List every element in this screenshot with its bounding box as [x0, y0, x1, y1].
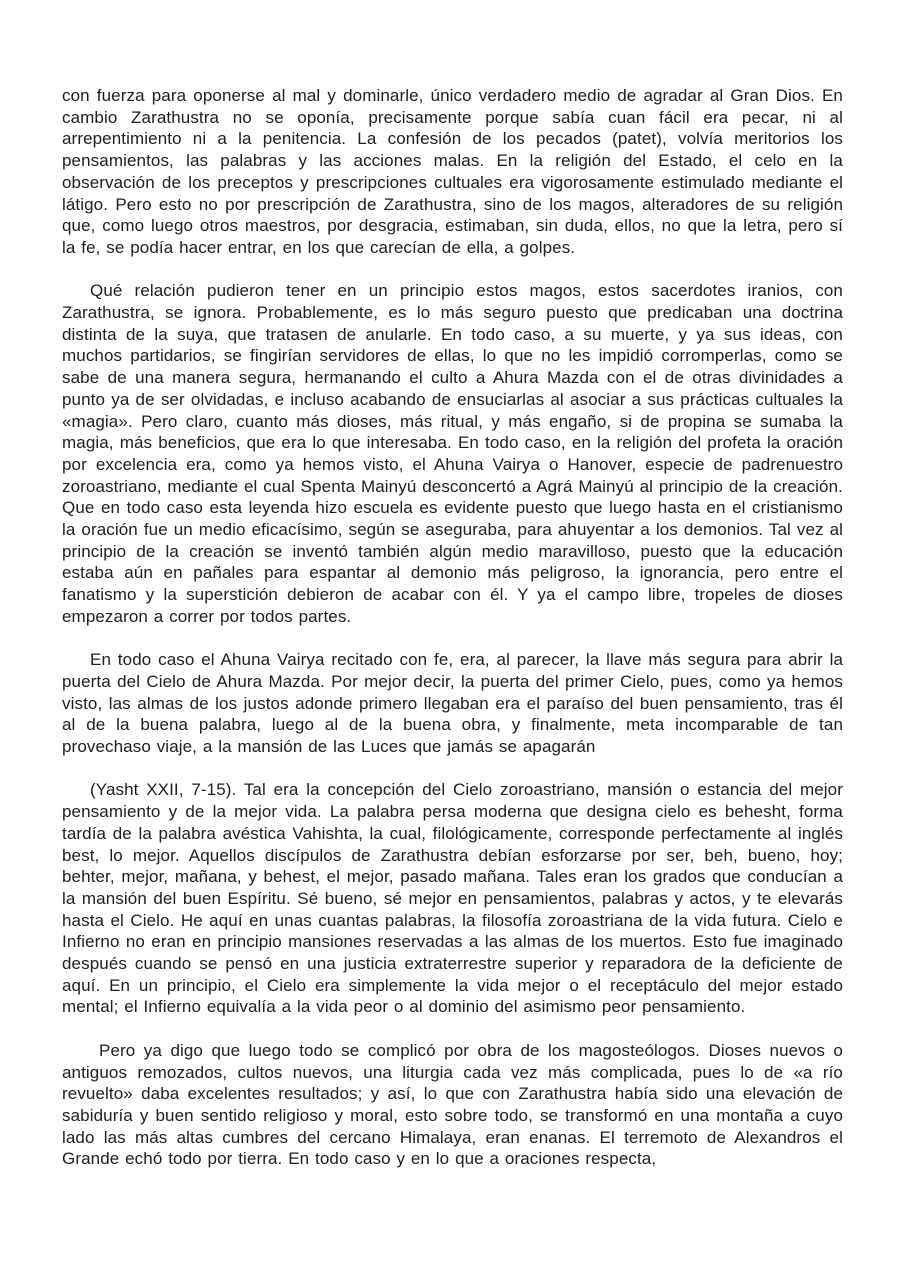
text-column — [62, 85, 843, 1170]
paragraph: En todo caso el Ahuna Vairya recitado con fe, era, al parecer, la llave más segura para abrir la puerta del Cielo de Ahura Mazda. Por mejor decir, la puerta del primer Cielo, pues, como ya hemos visto, las almas de los justos adonde primero llegaban era el paraíso del buen pensamiento, tras él al de la buena palabra, luego al de la buena obra, y finalmente, meta incomparable de tan provechaso viaje, a la mansión de las Luces que jamás se apagarán — [62, 650, 843, 757]
paragraph: Qué relación pudieron tener en un principio estos magos, estos sacerdotes iranios, con Zarathustra, se ignora. Probablemente, es lo más seguro puesto que predicaban una doctrina distinta de la suya, que tratasen de anularle. En todo caso, a su muerte, y ya sus ideas, con muchos partidarios, se fingirían servidores de ellas, lo que no les impidió corromperlas, como se sabe de una manera segura, hermanando el culto a Ahura Mazda con el de otras divinidades a punto ya de ser olvidadas, e incluso acabando de ensuciarlas al asociar a sus prácticas cultuales la «magia». Pero claro, cuanto más dioses, más ritual, y más engaño, si de propina se sumaba la magia, más beneficios, que era lo que interesaba. En todo caso, en la religión del profeta la oración por excelencia era, como ya hemos visto, el Ahuna Vairya o Hanover, especie de padrenuestro zoroastriano, mediante el cual Spenta Mainyú desconcertó a Agrá Mainyú al principio de la creación. Que en todo caso esta leyenda hizo escuela es evidente puesto que luego hasta en el cristianismo la oración fue un medio eficacísimo, según se aseguraba, para ahuyentar a los demonios. Tal vez al principio de la creación se inventó también algún medio maravilloso, puesto que la educación estaba aún en pañales para espantar al demonio más peligroso, la ignorancia, pero entre el fanatismo y la superstición debieron de acabar con él. Y ya el campo libre, tropeles de dioses empezaron a correr por todos partes. — [62, 281, 843, 626]
paragraph: Pero ya digo que luego todo se complicó por obra de los magosteólogos. Dioses nuevos o antiguos remozados, cultos nuevos, una liturgia cada vez más complicada, pues lo de «a río revuelto» daba excelentes resultados; y así, lo que con Zarathustra había sido una elevación de sabiduría y buen sentido religioso y moral, esto sobre todo, se transformó en una montaña a cuyo lado las más altas cumbres del cercano Himalaya, eran enanas. El terremoto de Alexandros el Grande echó todo por tierra. En todo caso y en lo que a oraciones respecta, — [62, 1040, 843, 1169]
paragraph: con fuerza para oponerse al mal y dominarle, único verdadero medio de agradar al Gran Dios. En cambio Zarathustra no se oponía, precisamente porque sabía cuan fácil era pecar, ni al arrepentimiento ni a la penitencia. La confesión de los pecados (patet), volvía meritorios los pensamientos, las palabras y las acciones malas. En la religión del Estado, el celo en la observación de los preceptos y prescripciones cultuales era vigorosamente estimulado mediante el látigo. Pero esto no por prescripción de Zarathustra, sino de los magos, alteradores de su religión que, como luego otros maestros, por desgracia, estimaban, sin duda, ellos, no que la letra, pero sí la fe, se podía hacer entrar, en los que carecían de ella, a golpes. — [62, 86, 843, 257]
paragraph: (Yasht XXII, 7-15). Tal era la concepción del Cielo zoroastriano, mansión o estancia del mejor pensamiento y de la mejor vida. La palabra persa moderna que designa cielo es behesht, forma tardía de la palabra avéstica Vahishta, la cual, filológicamente, corresponde perfectamente al inglés best, lo mejor. Aquellos discípulos de Zarathustra debían esforzarse por ser, beh, bueno, hoy; behter, mejor, mañana, y behest, el mejor, pasado mañana. Tales eran los grados que conducían a la mansión del buen Espíritu. Sé bueno, sé mejor en pensamientos, palabras y actos, y te elevarás hasta el Cielo. He aquí en unas cuantas palabras, la filosofía zoroastriana de la vida futura. Cielo e Infierno no eran en principio mansiones reservadas a las almas de los muertos. Esto fue imaginado después cuando se pensó en una justicia extraterrestre superior y reparadora de la deficiente de aquí. En un principio, el Cielo era simplemente la vida mejor o el receptáculo del mejor estado mental; el Infierno equivalía a la vida peor o al dominio del asimismo peor pensamiento. — [62, 780, 843, 1017]
